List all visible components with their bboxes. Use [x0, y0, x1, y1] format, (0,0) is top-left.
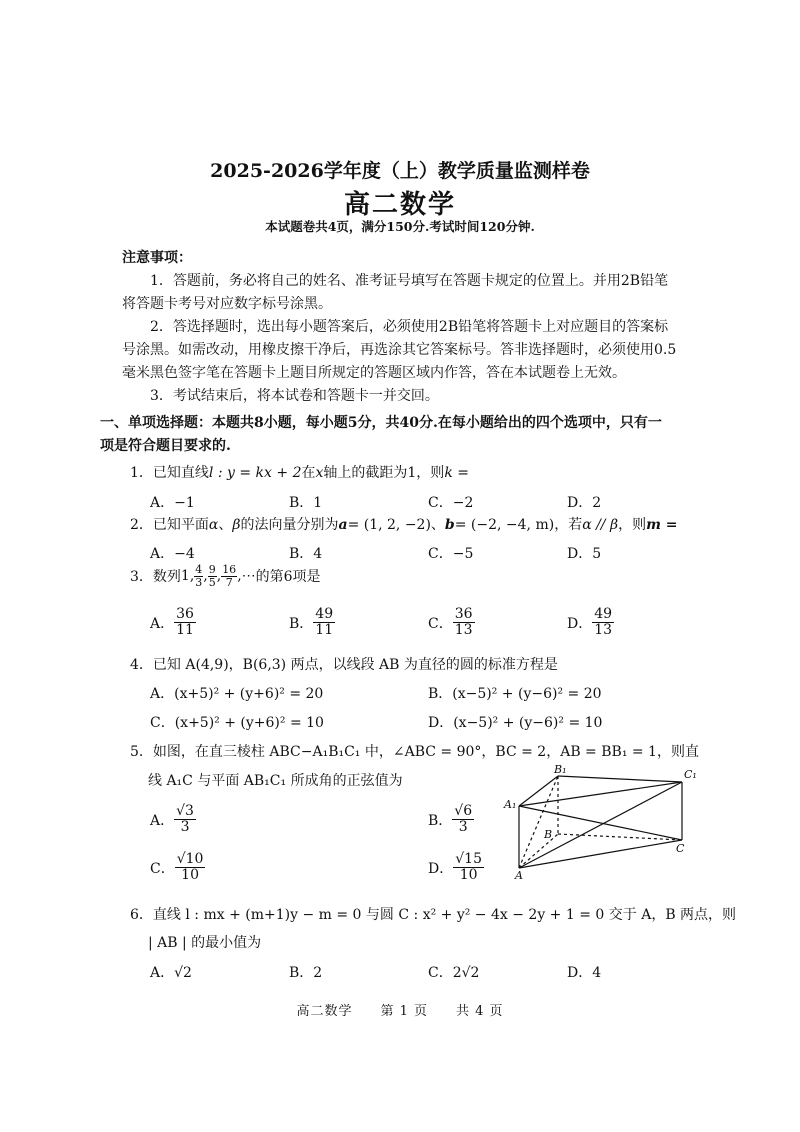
vector-b: b: [444, 517, 455, 533]
sequence-fraction: [221, 564, 237, 588]
fraction-denominator: 11: [176, 622, 194, 639]
question-text: 已知直线: [152, 465, 209, 481]
fraction-numerator: √10: [176, 851, 204, 867]
fraction-numerator: √15: [455, 851, 482, 867]
sequence-ellipsis: ,⋯: [237, 568, 256, 585]
label-a: A: [515, 869, 523, 882]
line-equation: l : y = kx + 2: [208, 465, 302, 481]
option-label: B．: [289, 615, 314, 632]
question-6-line-1: [130, 904, 736, 924]
option-d: D．5: [567, 546, 602, 562]
variable-x: x: [315, 465, 324, 481]
question-number: 4．: [130, 657, 153, 673]
question-text: 数列: [152, 569, 181, 586]
option-b: B．2: [289, 965, 323, 981]
fraction-denominator: 3: [180, 819, 190, 836]
fraction-numerator: √3: [176, 803, 194, 819]
comma: ,: [203, 568, 208, 585]
option-label: A．: [150, 812, 175, 829]
label-b1: B₁: [554, 763, 567, 776]
fraction-numerator: 4: [195, 563, 203, 576]
question-text: 的第6项是: [255, 569, 321, 586]
sequence-term: 1,: [180, 568, 195, 585]
option-a: [150, 804, 196, 836]
prism-figure: [500, 762, 700, 882]
option-fraction: [313, 607, 335, 639]
question-text: 在: [301, 465, 316, 481]
option-d: D．4: [567, 965, 602, 981]
question-number: 1．: [130, 465, 153, 481]
question-text: 如图，在直三棱柱 ABC−A₁B₁C₁ 中，∠ABC = 90°，BC = 2，AB = BB₁ = 1，则直: [152, 744, 699, 760]
option-b: [428, 804, 474, 836]
option-label: C．: [150, 860, 175, 877]
edge-b1-c1: [558, 776, 682, 782]
option-fraction: [592, 607, 614, 639]
question-5-line-2: 线 A₁C 与平面 AB₁C₁ 所成角的正弦值为: [148, 773, 403, 789]
option-b: B．4: [289, 546, 323, 562]
label-c1: C₁: [684, 768, 697, 781]
option-fraction: [174, 804, 196, 836]
parallel-condition: α // β: [582, 517, 619, 533]
fraction-numerator: 49: [594, 606, 613, 622]
question-3: [130, 564, 321, 588]
variable-k: k =: [444, 465, 469, 481]
option-b: [289, 607, 335, 639]
question-6-line-2: | AB | 的最小值为: [148, 935, 262, 951]
fraction-numerator: 16: [222, 563, 237, 576]
option-c: [150, 852, 205, 884]
fraction-denominator: 13: [454, 622, 473, 639]
page-footer: 高二数学 第 1 页 共 4 页: [296, 1004, 504, 1019]
fraction-denominator: 3: [458, 819, 468, 836]
option-fraction: [175, 852, 206, 884]
option-a: A．−1: [150, 495, 195, 511]
segment-a-b1: [519, 776, 558, 868]
question-1: [130, 462, 469, 482]
option-a: A．(x+5)² + (y+6)² = 20: [150, 686, 324, 702]
option-a: A．−4: [150, 546, 195, 562]
question-5-line-1: [130, 741, 699, 761]
vector-a: a: [338, 517, 348, 533]
plane-alpha: α: [208, 517, 219, 533]
segment-a-c1: [519, 782, 682, 868]
question-2: [130, 514, 678, 534]
edge-a1-c1: [519, 782, 682, 806]
option-label: C．: [428, 615, 453, 632]
vector-a-value: = (1, 2, −2): [347, 517, 431, 533]
option-d: D．(x−5)² + (y−6)² = 10: [428, 715, 603, 731]
option-c: C．−2: [428, 495, 474, 511]
option-label: B．: [428, 812, 453, 829]
option-c: C．2√2: [428, 965, 480, 981]
notice-item-1: 1．答题前，务必将自己的姓名、准考证号填写在答题卡规定的位置上。并用2B铅笔将答题卡考号对应数字标号涂黑。: [122, 273, 669, 312]
question-number: 6．: [130, 907, 153, 923]
option-fraction: [453, 852, 484, 884]
variable-m: m =: [646, 517, 678, 533]
question-text: 直线 l : mx + (m+1)y − m = 0 与圆 C : x² + y² − 4x − 2y + 1 = 0 交于 A，B 两点，则: [152, 907, 737, 923]
option-c: C．−5: [428, 546, 474, 562]
fraction-denominator: 13: [594, 622, 613, 639]
edge-a-c: [519, 840, 682, 868]
exam-title: 2025-2026学年度（上）教学质量监测样卷: [210, 160, 590, 182]
option-label: D．: [428, 860, 454, 877]
option-b: B．(x−5)² + (y−6)² = 20: [428, 686, 602, 702]
question-text: 已知 A(4,9)，B(6,3) 两点，以线段 AB 为直径的圆的标准方程是: [152, 657, 558, 673]
option-label: D．: [567, 615, 593, 632]
fraction-numerator: √6: [454, 803, 473, 819]
question-text: 、: [430, 517, 445, 533]
fraction-denominator: 7: [225, 575, 233, 589]
question-4: [130, 654, 558, 674]
question-text: 轴上的截距为1，则: [323, 465, 445, 481]
comma: ,: [216, 568, 222, 585]
option-d: [567, 607, 614, 639]
notice-heading: 注意事项：: [122, 250, 192, 266]
question-number: 3．: [130, 569, 153, 586]
fraction-numerator: 49: [315, 606, 334, 622]
option-d: D．2: [567, 495, 602, 511]
label-c: C: [676, 842, 685, 855]
fraction-denominator: 10: [459, 867, 478, 884]
sequence-fraction: [194, 564, 203, 588]
question-text: 的法向量分别为: [240, 517, 339, 533]
option-a: [150, 607, 196, 639]
option-c: [428, 607, 475, 639]
fraction-numerator: 36: [176, 606, 194, 622]
label-b: B: [544, 828, 553, 841]
sequence-fraction: [208, 564, 217, 588]
exam-note: 本试题卷共4页，满分150分.考试时间120分钟.: [265, 219, 535, 234]
fraction-numerator: 9: [208, 563, 216, 576]
question-text: 已知平面: [152, 517, 209, 533]
question-number: 2．: [130, 517, 153, 533]
question-text: ，若: [554, 517, 583, 533]
notice-item-2: 2．答选择题时，选出每小题答案后，必须使用2B铅笔将答题卡上对应题目的答案标号涂黑。如需改动，用橡皮擦干净后，再选涂其它答案标号。答非选择题时，必须使用0.5毫米黑色签字笔在答题卡上题目所规定的答题区域内作答，答在本试题卷上无效。: [122, 319, 677, 381]
option-a: A．√2: [150, 965, 192, 981]
fraction-denominator: 11: [315, 622, 334, 639]
option-b: B．1: [289, 495, 323, 511]
option-fraction: [453, 607, 475, 639]
option-label: A．: [150, 615, 175, 632]
subject-title: 高二数学: [343, 190, 456, 220]
option-fraction: [174, 607, 196, 639]
option-d: [428, 852, 484, 884]
question-text: 、: [218, 517, 233, 533]
fraction-denominator: 3: [195, 575, 203, 589]
fraction-numerator: 36: [454, 606, 473, 622]
notice-item-3: 3．考试结束后，将本试卷和答题卡一并交回。: [150, 388, 439, 404]
option-c: C．(x+5)² + (y+6)² = 10: [150, 715, 324, 731]
option-fraction: [452, 804, 474, 836]
question-text: ，则: [618, 517, 647, 533]
fraction-denominator: 10: [181, 867, 199, 884]
question-number: 5．: [130, 744, 153, 760]
fraction-denominator: 5: [208, 575, 216, 589]
label-a1: A₁: [504, 798, 517, 811]
plane-beta: β: [232, 517, 241, 533]
section-heading: 一、单项选择题：本题共8小题，每小题5分，共40分.在每小题给出的四个选项中，只有一项是符合题目要求的.: [100, 415, 662, 454]
vector-b-value: = (−2, −4, m): [454, 517, 555, 533]
